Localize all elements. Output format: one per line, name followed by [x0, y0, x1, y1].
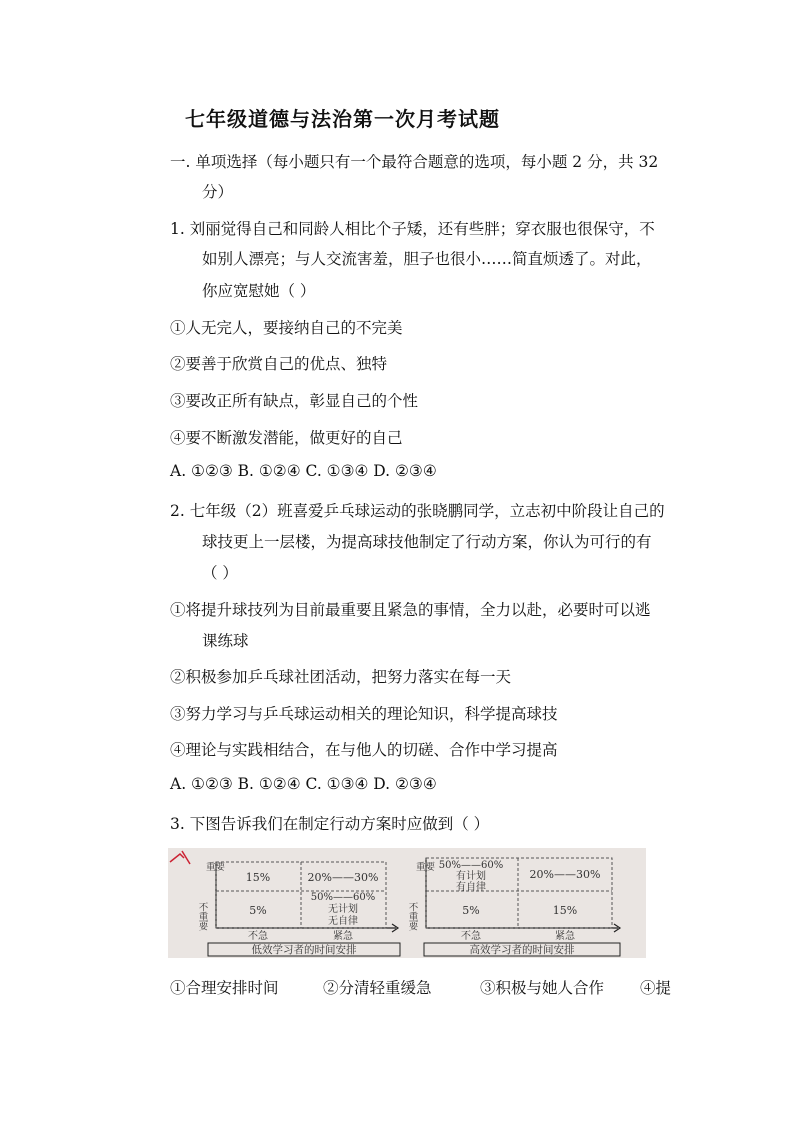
q2-item: ①将提升球技列为目前最重要且紧急的事情，全力以赴，必要时可以逃 [170, 601, 651, 619]
q2-answer-choices: A. ①②③ B. ①②④ C. ①③④ D. ②③④ [170, 775, 437, 793]
pen-mark [170, 851, 190, 864]
right-caption: 高效学习者的时间安排 [469, 944, 575, 956]
right-cell-br: 15% [552, 904, 578, 917]
q1-item: ④要不断激发潜能，做更好的自己 [170, 429, 403, 447]
q1-stem: 1. 刘丽觉得自己和同龄人相比个子矮，还有些胖；穿衣服也很保守，不 [170, 220, 655, 238]
left-time-chart [197, 861, 401, 956]
section-heading-cont: 分） [202, 183, 234, 201]
left-cell-tl: 15% [245, 871, 271, 884]
q1-item: ①人无完人，要接纳自己的不完美 [170, 319, 403, 337]
left-x-left-label: 不急 [248, 931, 268, 942]
left-cell-br-plan: 无计划 [328, 904, 358, 915]
right-cell-tl-plan: 有计划 [456, 871, 486, 882]
q3-stem: 3. 下图告诉我们在制定行动方案时应做到（ ） [170, 815, 490, 833]
q2-item-cont: 课练球 [202, 632, 249, 650]
right-y-bottom-label: 不重要 [406, 902, 418, 931]
q2-stem-cont: 球技更上一层楼，为提高球技他制定了行动方案，你认为可行的有 [202, 533, 652, 551]
q1-stem-cont2: 你应宽慰她（ ） [202, 282, 316, 300]
right-x-left-label: 不急 [461, 931, 481, 942]
left-cell-tr: 20%——30% [307, 871, 379, 884]
section-heading: 一. 单项选择（每小题只有一个最符合题意的选项，每小题 2 分，共 32 [170, 153, 659, 171]
page-title: 七年级道德与法治第一次月考试题 [185, 107, 500, 131]
q2-stem-cont2: （ ） [202, 564, 238, 582]
q1-item: ②要善于欣赏自己的优点、独特 [170, 355, 388, 373]
right-time-chart [407, 858, 621, 956]
left-x-right-label: 紧急 [333, 931, 353, 942]
right-y-top-label: 重要 [416, 862, 436, 873]
time-matrix-figure [168, 848, 646, 958]
q2-item: ④理论与实践相结合，在与他人的切磋、合作中学习提高 [170, 741, 558, 759]
right-cell-tr: 20%——30% [529, 868, 601, 881]
left-caption: 低效学习者的时间安排 [251, 944, 357, 956]
left-cell-bl: 5% [249, 904, 267, 917]
q1-item: ③要改正所有缺点，彰显自己的个性 [170, 392, 419, 410]
right-cell-bl: 5% [462, 904, 480, 917]
q3-option: ②分清轻重缓急 [323, 979, 432, 997]
q3-option: ①合理安排时间 [170, 979, 279, 997]
q2-item: ③努力学习与乒乓球运动相关的理论知识，科学提高球技 [170, 705, 558, 723]
q2-item: ②积极参加乒乓球社团活动，把努力落实在每一天 [170, 668, 512, 686]
right-x-right-label: 紧急 [555, 931, 575, 942]
right-cell-tl-pct: 50%——60% [438, 860, 504, 871]
right-cell-tl-discipline: 有自律 [456, 882, 486, 893]
left-y-top-label: 重要 [206, 862, 226, 873]
q3-option: ④提 [640, 979, 672, 997]
q2-stem: 2. 七年级（2）班喜爱乒乓球运动的张晓鹏同学，立志初中阶段让自己的 [170, 502, 665, 520]
left-cell-br-discipline: 无自律 [328, 916, 358, 927]
left-y-bottom-label: 不重要 [196, 902, 208, 931]
left-cell-br-pct: 50%——60% [310, 892, 376, 903]
q3-option: ③积极与她人合作 [480, 979, 605, 997]
q1-stem-cont: 如别人漂亮；与人交流害羞，胆子也很小……简直烦透了。对此， [202, 250, 652, 268]
q1-answer-choices: A. ①②③ B. ①②④ C. ①③④ D. ②③④ [170, 462, 437, 480]
